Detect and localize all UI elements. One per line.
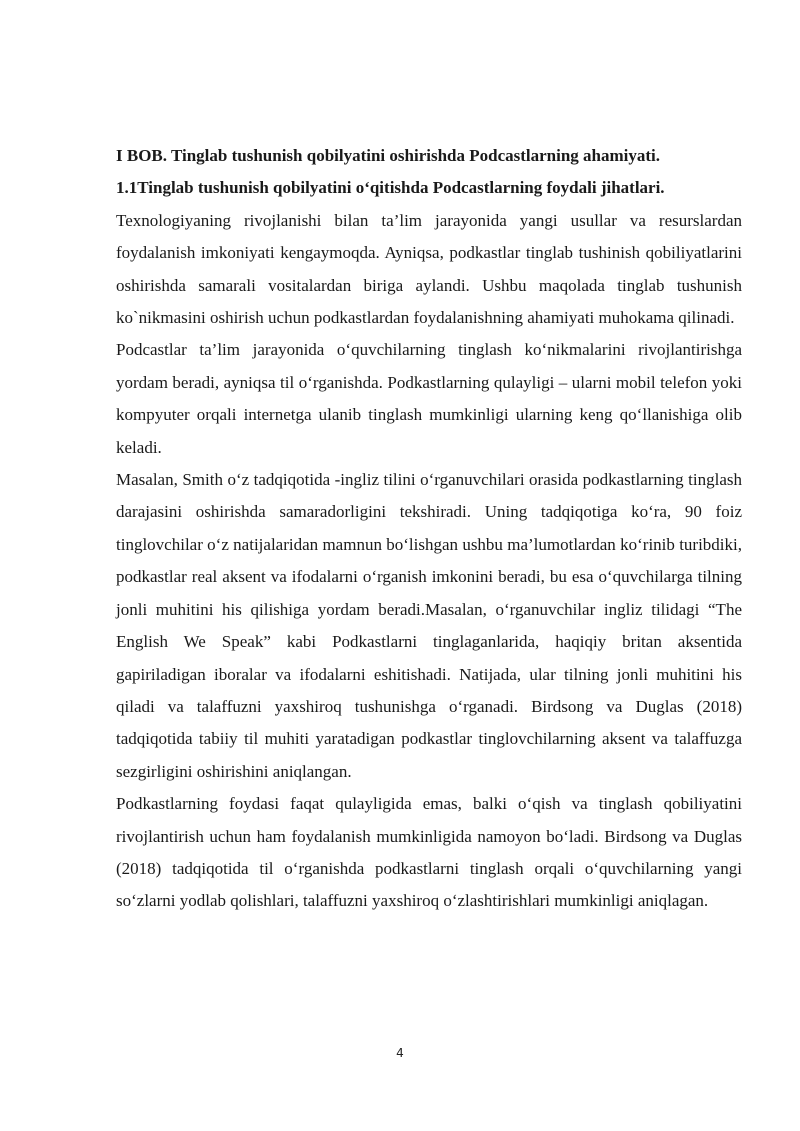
paragraph-intro: Texnologiyaning rivojlanishi bilan ta’lim jarayonida yangi usullar va resurslardan foydalanish imkoniyati kengaymoqda. Ayniqsa, podkastlar tinglab tushinish qobiliyatlarini oshirishda samarali vositalardan biriga aylandi. Ushbu maqolada tinglab tushunish ko`nikmasini oshirish uchun podkastlardan foydalanishning ahamiyati muhokama qilinadi. — [116, 210, 742, 328]
paragraph-smith-study: Masalan, Smith o‘z tadqiqotida -ingliz tilini o‘rganuvchilari orasida podkastlarning tinglash darajasini oshirishda samaradorligini tekshiradi. Uning tadqiqotiga ko‘ra, 90 foiz tinglovchilar o‘z natijalaridan mamnun bo‘lishgan ushbu ma’lumotlardan ko‘rinib turibdiki, podkastlar real aksent va ifodalarni o‘rganish imkonini beradi, bu esa o‘quvchilarga tilning jonli muhitini his qilishiga yordam beradi.Masalan, o‘rganuvchilar ingliz tilidagi “The English We Speak” kabi Podkastlarni tinglaganlarida, haqiqiy britan aksentida gapiriladigan iboralar va ifodalarni eshitishadi. Natijada, ular tilning jonli muhitini his qiladi va talaffuzni yaxshiroq tushunishga o‘rganadi. Birdsong va Duglas (2018) tadqiqotida tabiiy til muhiti yaratadigan podkastlar tinglovchilarning aksent va talaffuzga sezgirligini oshirishini aniqlangan. — [116, 470, 742, 781]
paragraph-podcasts: Podcastlar ta’lim jarayonida o‘quvchilarning tinglash ko‘nikmalarini rivojlantirishga yordam beradi, ayniqsa til o‘rganishda. Podkastlarning qulayligi – ularni mobil telefon yoki kompyuter orqali internetga ulanib tinglash mumkinligi ularning keng qo‘llanishiga olib keladi. — [116, 340, 742, 457]
chapter-heading: I BOB. Tinglab tushunish qobilyatini oshirishda Podcastlarning ahamiyati. — [116, 146, 661, 165]
document-page — [116, 140, 742, 918]
paragraph-benefits: Podkastlarning foydasi faqat qulayligida emas, balki o‘qish va tinglash qobiliyatini rivojlantirish uchun ham foydalanish mumkinligida namoyon bo‘ladi. Birdsong va Duglas (2018) tadqiqotida til o‘rganishda podkastlarni tinglash orqali o‘quvchilarning yangi so‘zlarni yodlab qolishlari, talaffuzni yaxshiroq o‘zlashtirishlari mumkinligi aniqlagan. — [116, 794, 742, 911]
section-heading: 1.1Tinglab tushunish qobilyatini o‘qitishda Podcastlarning foydali jihatlari. — [116, 178, 665, 198]
page-number: 4 — [396, 1046, 404, 1060]
